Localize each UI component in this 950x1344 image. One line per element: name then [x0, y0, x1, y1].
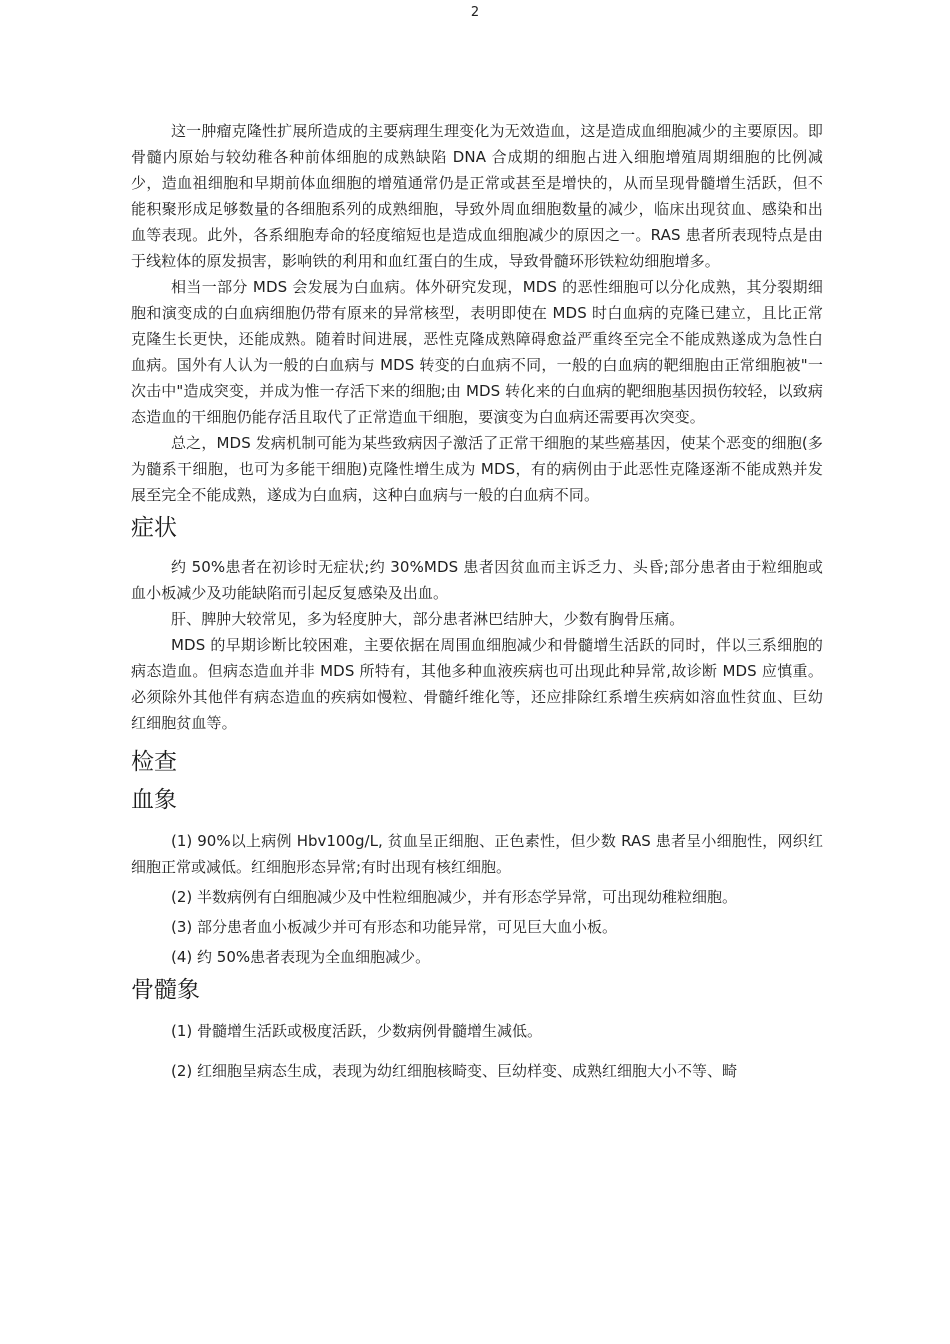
exam-section [131, 746, 823, 1084]
pathology-section [131, 118, 823, 508]
list-item: (2) 半数病例有白细胞减少及中性粒细胞减少，并有形态学异常，可出现幼稚粒细胞。 [171, 888, 738, 906]
body-paragraph: 这一肿瘤克隆性扩展所造成的主要病理生理变化为无效造血，这是造成血细胞减少的主要原因。即骨髓内原始与较幼稚各种前体细胞的成熟缺陷 DNA 合成期的细胞占进入细胞增殖周期细胞的比例减少，造血祖细胞和早期前体血细胞的增殖通常仍是正常或甚至是增快的，从而呈现骨髓增生活跃，但不能积聚形成足够数量的各细胞系列的成熟细胞，导致外周血细胞数量的减少，临床出现贫血、感染和出血等表现。此外，各系细胞寿命的轻度缩短也是造成血细胞减少的原因之一。RAS 患者所表现特点是由于线粒体的原发损害，影响铁的利用和血红蛋白的生成，导致骨髓环形铁粒幼细胞增多。 [131, 122, 823, 270]
list-item: (1) 90%以上病例 Hbv100g/L, 贫血呈正细胞、正色素性，但少数 RAS 患者呈小细胞性，网织红细胞正常或减低。红细胞形态异常;有时出现有核红细胞。 [131, 832, 823, 876]
list-item: (3) 部分患者血小板减少并可有形态和功能异常，可见巨大血小板。 [171, 918, 618, 936]
list-item: (4) 约 50%患者表现为全血细胞减少。 [171, 948, 431, 966]
body-paragraph: MDS 的早期诊断比较困难，主要依据在周围血细胞减少和骨髓增生活跃的同时，伴以三系细胞的病态造血。但病态造血并非 MDS 所特有，其他多种血液疾病也可出现此种异常,故诊断 MDS 应慎重。必须除外其他伴有病态造血的疾病如慢粒、骨髓纤维化等，还应排除红系增生疾病如溶血性贫血、巨幼红细胞贫血等。 [131, 636, 823, 732]
document-body [131, 118, 823, 1088]
subsection-heading-blood: 血象 [131, 787, 177, 813]
page-number: 2 [470, 5, 480, 20]
list-item: (1) 骨髓增生活跃或极度活跃，少数病例骨髓增生减低。 [171, 1022, 543, 1040]
body-paragraph: 相当一部分 MDS 会发展为白血病。体外研究发现，MDS 的恶性细胞可以分化成熟，其分裂期细胞和演变成的白血病细胞仍带有原来的异常核型，表明即使在 MDS 时白血病的克隆已建立，且比正常克隆生长更快，还能成熟。随着时间进展，恶性克隆成熟障碍愈益严重终至完全不能成熟遂成为急性白血病。国外有人认为一般的白血病与 MDS 转变的白血病不同，一般的白血病的靶细胞由正常细胞被"一次击中"造成突变，并成为惟一存活下来的细胞;由 MDS 转化来的白血病的靶细胞基因损伤较轻，以致病态造血的干细胞仍能存活且取代了正常造血干细胞，要演变为白血病还需要再次突变。 [131, 278, 823, 426]
subsection-heading-marrow: 骨髓象 [131, 977, 200, 1003]
symptoms-section [131, 512, 823, 736]
body-paragraph: 约 50%患者在初诊时无症状;约 30%MDS 患者因贫血而主诉乏力、头昏;部分患者由于粒细胞或血小板减少及功能缺陷而引起反复感染及出血。 [131, 558, 823, 602]
list-item: (2) 红细胞呈病态生成，表现为幼红细胞核畸变、巨幼样变、成熟红细胞大小不等、畸 [171, 1062, 738, 1080]
body-paragraph: 总之，MDS 发病机制可能为某些致病因子激活了正常干细胞的某些癌基因，使某个恶变的细胞(多为髓系干细胞，也可为多能干细胞)克隆性增生成为 MDS，有的病例由于此恶性克隆逐渐不能成熟并发展至完全不能成熟，遂成为白血病，这种白血病与一般的白血病不同。 [131, 434, 823, 504]
body-paragraph: 肝、脾肿大较常见，多为轻度肿大，部分患者淋巴结肿大，少数有胸骨压痛。 [171, 610, 685, 628]
section-heading-symptoms: 症状 [131, 515, 177, 541]
section-heading-exam: 检查 [131, 749, 177, 775]
